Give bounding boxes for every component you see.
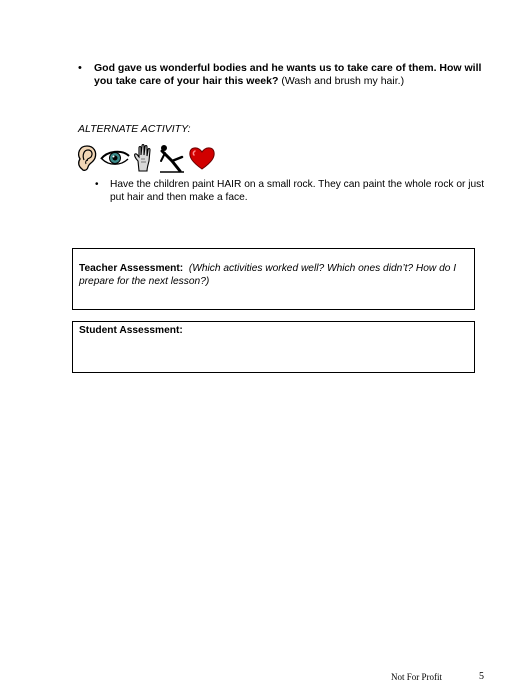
student-assessment-text: [79, 324, 464, 337]
teacher-assessment-label: Teacher Assessment:: [79, 263, 184, 274]
footer-text: Not For Profit: [391, 672, 443, 681]
senses-icon-row: [76, 143, 216, 173]
alternate-activity-text: Have the children paint HAIR on a small rock. They can paint the whole rock or just put hair and then make a face.: [110, 179, 485, 203]
teacher-assessment-prompt: (Which activities worked well? Which ones didn’t? How do I prepare for the next lesson?): [79, 263, 457, 287]
heart-icon: [188, 145, 216, 171]
eye-icon: [100, 147, 130, 169]
ear-icon: [76, 144, 98, 172]
main-bullet-bold-text: God gave us wonderful bodies and he wants us to take care of them. How will you take care of your hair this week?: [94, 62, 482, 87]
teacher-assessment-text: [79, 262, 464, 288]
student-assessment-label: Student Assessment:: [79, 325, 183, 336]
bullet-marker: •: [78, 62, 82, 74]
page-number: 5: [479, 671, 484, 681]
student-assessment-box: [72, 321, 475, 373]
stretching-person-icon: [158, 143, 186, 173]
teacher-assessment-box: [72, 248, 475, 310]
alternate-activity-heading: ALTERNATE ACTIVITY:: [78, 123, 191, 135]
hand-icon: [132, 143, 156, 173]
main-bullet-answer-text: (Wash and brush my hair.): [278, 75, 405, 87]
main-bullet-paragraph: [94, 62, 494, 88]
bullet-marker: •: [95, 179, 99, 190]
